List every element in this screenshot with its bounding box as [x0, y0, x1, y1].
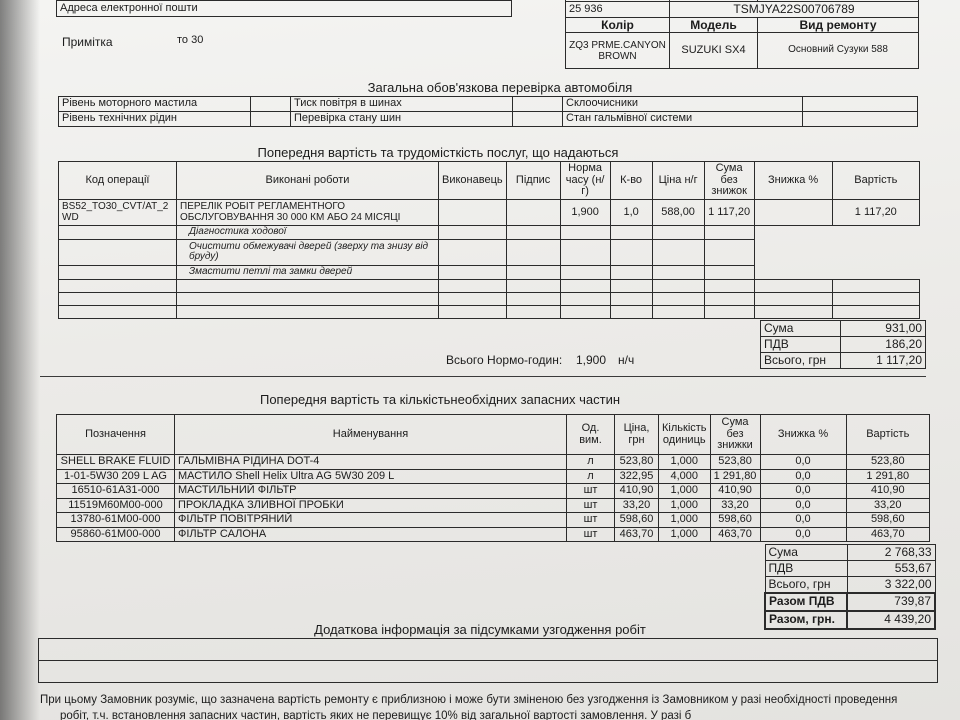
services-table — [58, 161, 920, 319]
service-work: ПЕРЕЛІК РОБІТ РЕГЛАМЕНТНОГО ОБСЛУГОВУВАННЯ 30 000 КМ АБО 24 МІСЯЦІ — [177, 200, 439, 226]
color-header: Колір — [566, 17, 670, 33]
grand-vat-value: 739,87 — [847, 593, 935, 611]
part-unit: шт — [567, 498, 615, 513]
footer-text-1: При цьому Замовник розуміє, що зазначена вартість ремонту є приблизною і може бути зміненою без узгодження із Замовником у разі необхідності проведення — [40, 694, 898, 706]
inspection-item: Рівень моторного мастила — [59, 97, 251, 112]
vin-value: TSMJYA22S00706789 — [670, 2, 919, 18]
inspection-table — [58, 96, 918, 127]
hours-value: 1,900 — [576, 353, 607, 367]
part-name: ФІЛЬТР САЛОНА — [175, 527, 567, 542]
col-sum-no-disc: Сума без знижок — [704, 162, 754, 200]
page-shadow — [0, 0, 40, 720]
mileage-value: 25 936 — [566, 2, 670, 18]
parts-vat-value: 553,67 — [847, 561, 935, 577]
part-cost: 598,60 — [846, 513, 929, 528]
part-unit: л — [567, 469, 615, 484]
service-cost: 1 117,20 — [832, 200, 919, 226]
model-value: SUZUKI SX4 — [670, 33, 758, 69]
footer-text-2: робіт, т.ч. встановлення запасних частин, вартість яких не перевищує 10% від загальної вартості замовлення. У разі б — [60, 710, 692, 720]
part-qty: 1,000 — [659, 527, 711, 542]
col-sum-no-disc: Сума без знижки — [710, 415, 760, 455]
part-discount: 0,0 — [760, 455, 846, 470]
part-code: SHELL BRAKE FLUID — [57, 455, 175, 470]
table-row — [57, 513, 930, 528]
service-code: BS52_TO30_CVT/AT_2 WD — [59, 200, 177, 226]
inspection-item: Рівень технічних рідин — [59, 112, 251, 127]
inspection-item: Склоочисники — [563, 97, 803, 112]
services-title: Попередня вартість та трудомісткість послуг, що надаються — [257, 145, 619, 160]
service-price: 588,00 — [652, 200, 704, 226]
service-qty: 1,0 — [610, 200, 652, 226]
part-price: 523,80 — [615, 455, 659, 470]
col-qty: Кількість одиниць — [659, 415, 711, 455]
part-qty: 1,000 — [659, 455, 711, 470]
parts-total-value: 3 322,00 — [847, 577, 935, 593]
col-qty: К-во — [610, 162, 652, 200]
services-totals — [760, 320, 926, 369]
part-cost: 410,90 — [846, 484, 929, 499]
col-cost: Вартість — [846, 415, 929, 455]
col-price: Ціна н/г — [652, 162, 704, 200]
col-discount: Знижка % — [760, 415, 846, 455]
col-work: Виконані роботи — [177, 162, 439, 200]
col-name: Найменування — [175, 415, 567, 455]
col-performer: Виконавець — [439, 162, 507, 200]
email-label: Адреса електронної пошти — [57, 1, 512, 17]
part-unit: шт — [567, 513, 615, 528]
service-subitem: Змастити петлі та замки дверей — [177, 265, 439, 279]
services-sum-value: 931,00 — [841, 321, 926, 337]
part-sum: 598,60 — [710, 513, 760, 528]
table-row — [57, 484, 930, 499]
part-unit: шт — [567, 484, 615, 499]
part-discount: 0,0 — [760, 484, 846, 499]
parts-title: Попередня вартість та кількістьнеобхідних запасних частин — [259, 392, 621, 407]
col-norm: Норма часу (н/г) — [560, 162, 610, 200]
table-row — [57, 455, 930, 470]
service-subitem: Діагностика ходової — [177, 226, 439, 240]
part-cost: 33,20 — [846, 498, 929, 513]
col-unit: Од. вим. — [567, 415, 615, 455]
hours-label: Всього Нормо-годин: — [446, 353, 563, 367]
service-subitem: Очистити обмежувачі дверей (зверху та знизу від бруду) — [177, 239, 439, 265]
parts-sum-label: Сума — [765, 545, 847, 561]
inspection-item: Перевірка стану шин — [291, 112, 513, 127]
services-total-value: 1 117,20 — [841, 353, 926, 369]
part-name: ГАЛЬМІВНА РІДИНА DOT-4 — [175, 455, 567, 470]
part-code: 11519M60M00-000 — [57, 498, 175, 513]
part-name: ПРОКЛАДКА ЗЛИВНОЇ ПРОБКИ — [175, 498, 567, 513]
col-signature: Підпис — [506, 162, 560, 200]
note-label: Примітка — [62, 35, 113, 49]
part-sum: 523,80 — [710, 455, 760, 470]
table-row — [57, 469, 930, 484]
services-total-label: Всього, грн — [761, 353, 841, 369]
part-price: 410,90 — [615, 484, 659, 499]
part-sum: 1 291,80 — [710, 469, 760, 484]
parts-sum-value: 2 768,33 — [847, 545, 935, 561]
parts-totals — [764, 544, 936, 630]
part-name: МАСТИЛЬНИЙ ФІЛЬТР — [175, 484, 567, 499]
part-qty: 1,000 — [659, 498, 711, 513]
additional-title: Додаткова інформація за підсумками узгодження робіт — [314, 622, 646, 637]
part-code: 13780-61M00-000 — [57, 513, 175, 528]
part-code: 16510-61A31-000 — [57, 484, 175, 499]
email-table — [56, 0, 512, 17]
col-price: Ціна, грн — [615, 415, 659, 455]
grand-vat-label: Разом ПДВ — [765, 593, 847, 611]
parts-total-label: Всього, грн — [765, 577, 847, 593]
divider — [40, 376, 926, 377]
part-sum: 33,20 — [710, 498, 760, 513]
inspection-item: Тиск повітря в шинах — [291, 97, 513, 112]
hours-unit: н/ч — [618, 353, 635, 367]
part-price: 322,95 — [615, 469, 659, 484]
services-vat-label: ПДВ — [761, 337, 841, 353]
repair-type-value: Основний Сузуки 588 — [758, 33, 919, 69]
grand-total-label: Разом, грн. — [765, 611, 847, 629]
col-designation: Позначення — [57, 415, 175, 455]
part-discount: 0,0 — [760, 469, 846, 484]
services-sum-label: Сума — [761, 321, 841, 337]
col-cost: Вартість — [832, 162, 919, 200]
part-name: МАСТИЛО Shell Helix Ultra AG 5W30 209 L — [175, 469, 567, 484]
grand-total-value: 4 439,20 — [847, 611, 935, 629]
inspection-item: Стан гальмівної системи — [563, 112, 803, 127]
col-code: Код операції — [59, 162, 177, 200]
part-cost: 523,80 — [846, 455, 929, 470]
table-row — [59, 226, 920, 240]
parts-vat-label: ПДВ — [765, 561, 847, 577]
part-unit: л — [567, 455, 615, 470]
part-price: 33,20 — [615, 498, 659, 513]
table-row — [59, 200, 920, 226]
table-row — [57, 527, 930, 542]
note-value: то 30 — [177, 34, 204, 46]
part-price: 463,70 — [615, 527, 659, 542]
model-header: Модель — [670, 17, 758, 33]
part-unit: шт — [567, 527, 615, 542]
part-code: 1-01-5W30 209 L AG — [57, 469, 175, 484]
additional-table — [38, 638, 938, 683]
part-qty: 4,000 — [659, 469, 711, 484]
part-sum: 463,70 — [710, 527, 760, 542]
vehicle-table — [565, 0, 919, 69]
part-discount: 0,0 — [760, 498, 846, 513]
part-discount: 0,0 — [760, 513, 846, 528]
repair-type-header: Вид ремонту — [758, 17, 919, 33]
service-norm: 1,900 — [560, 200, 610, 226]
part-cost: 1 291,80 — [846, 469, 929, 484]
part-price: 598,60 — [615, 513, 659, 528]
table-row — [59, 265, 920, 279]
parts-table — [56, 414, 930, 542]
table-row — [57, 498, 930, 513]
inspection-title: Загальна обов'язкова перевірка автомобіля — [367, 80, 633, 95]
table-row — [59, 239, 920, 265]
part-code: 95860-61M00-000 — [57, 527, 175, 542]
part-qty: 1,000 — [659, 513, 711, 528]
part-name: ФІЛЬТР ПОВІТРЯНИЙ — [175, 513, 567, 528]
part-qty: 1,000 — [659, 484, 711, 499]
col-discount: Знижка % — [754, 162, 832, 200]
part-cost: 463,70 — [846, 527, 929, 542]
part-discount: 0,0 — [760, 527, 846, 542]
service-sum: 1 117,20 — [704, 200, 754, 226]
services-vat-value: 186,20 — [841, 337, 926, 353]
color-value: ZQ3 PRME.CANYON BROWN — [566, 33, 670, 69]
part-sum: 410,90 — [710, 484, 760, 499]
